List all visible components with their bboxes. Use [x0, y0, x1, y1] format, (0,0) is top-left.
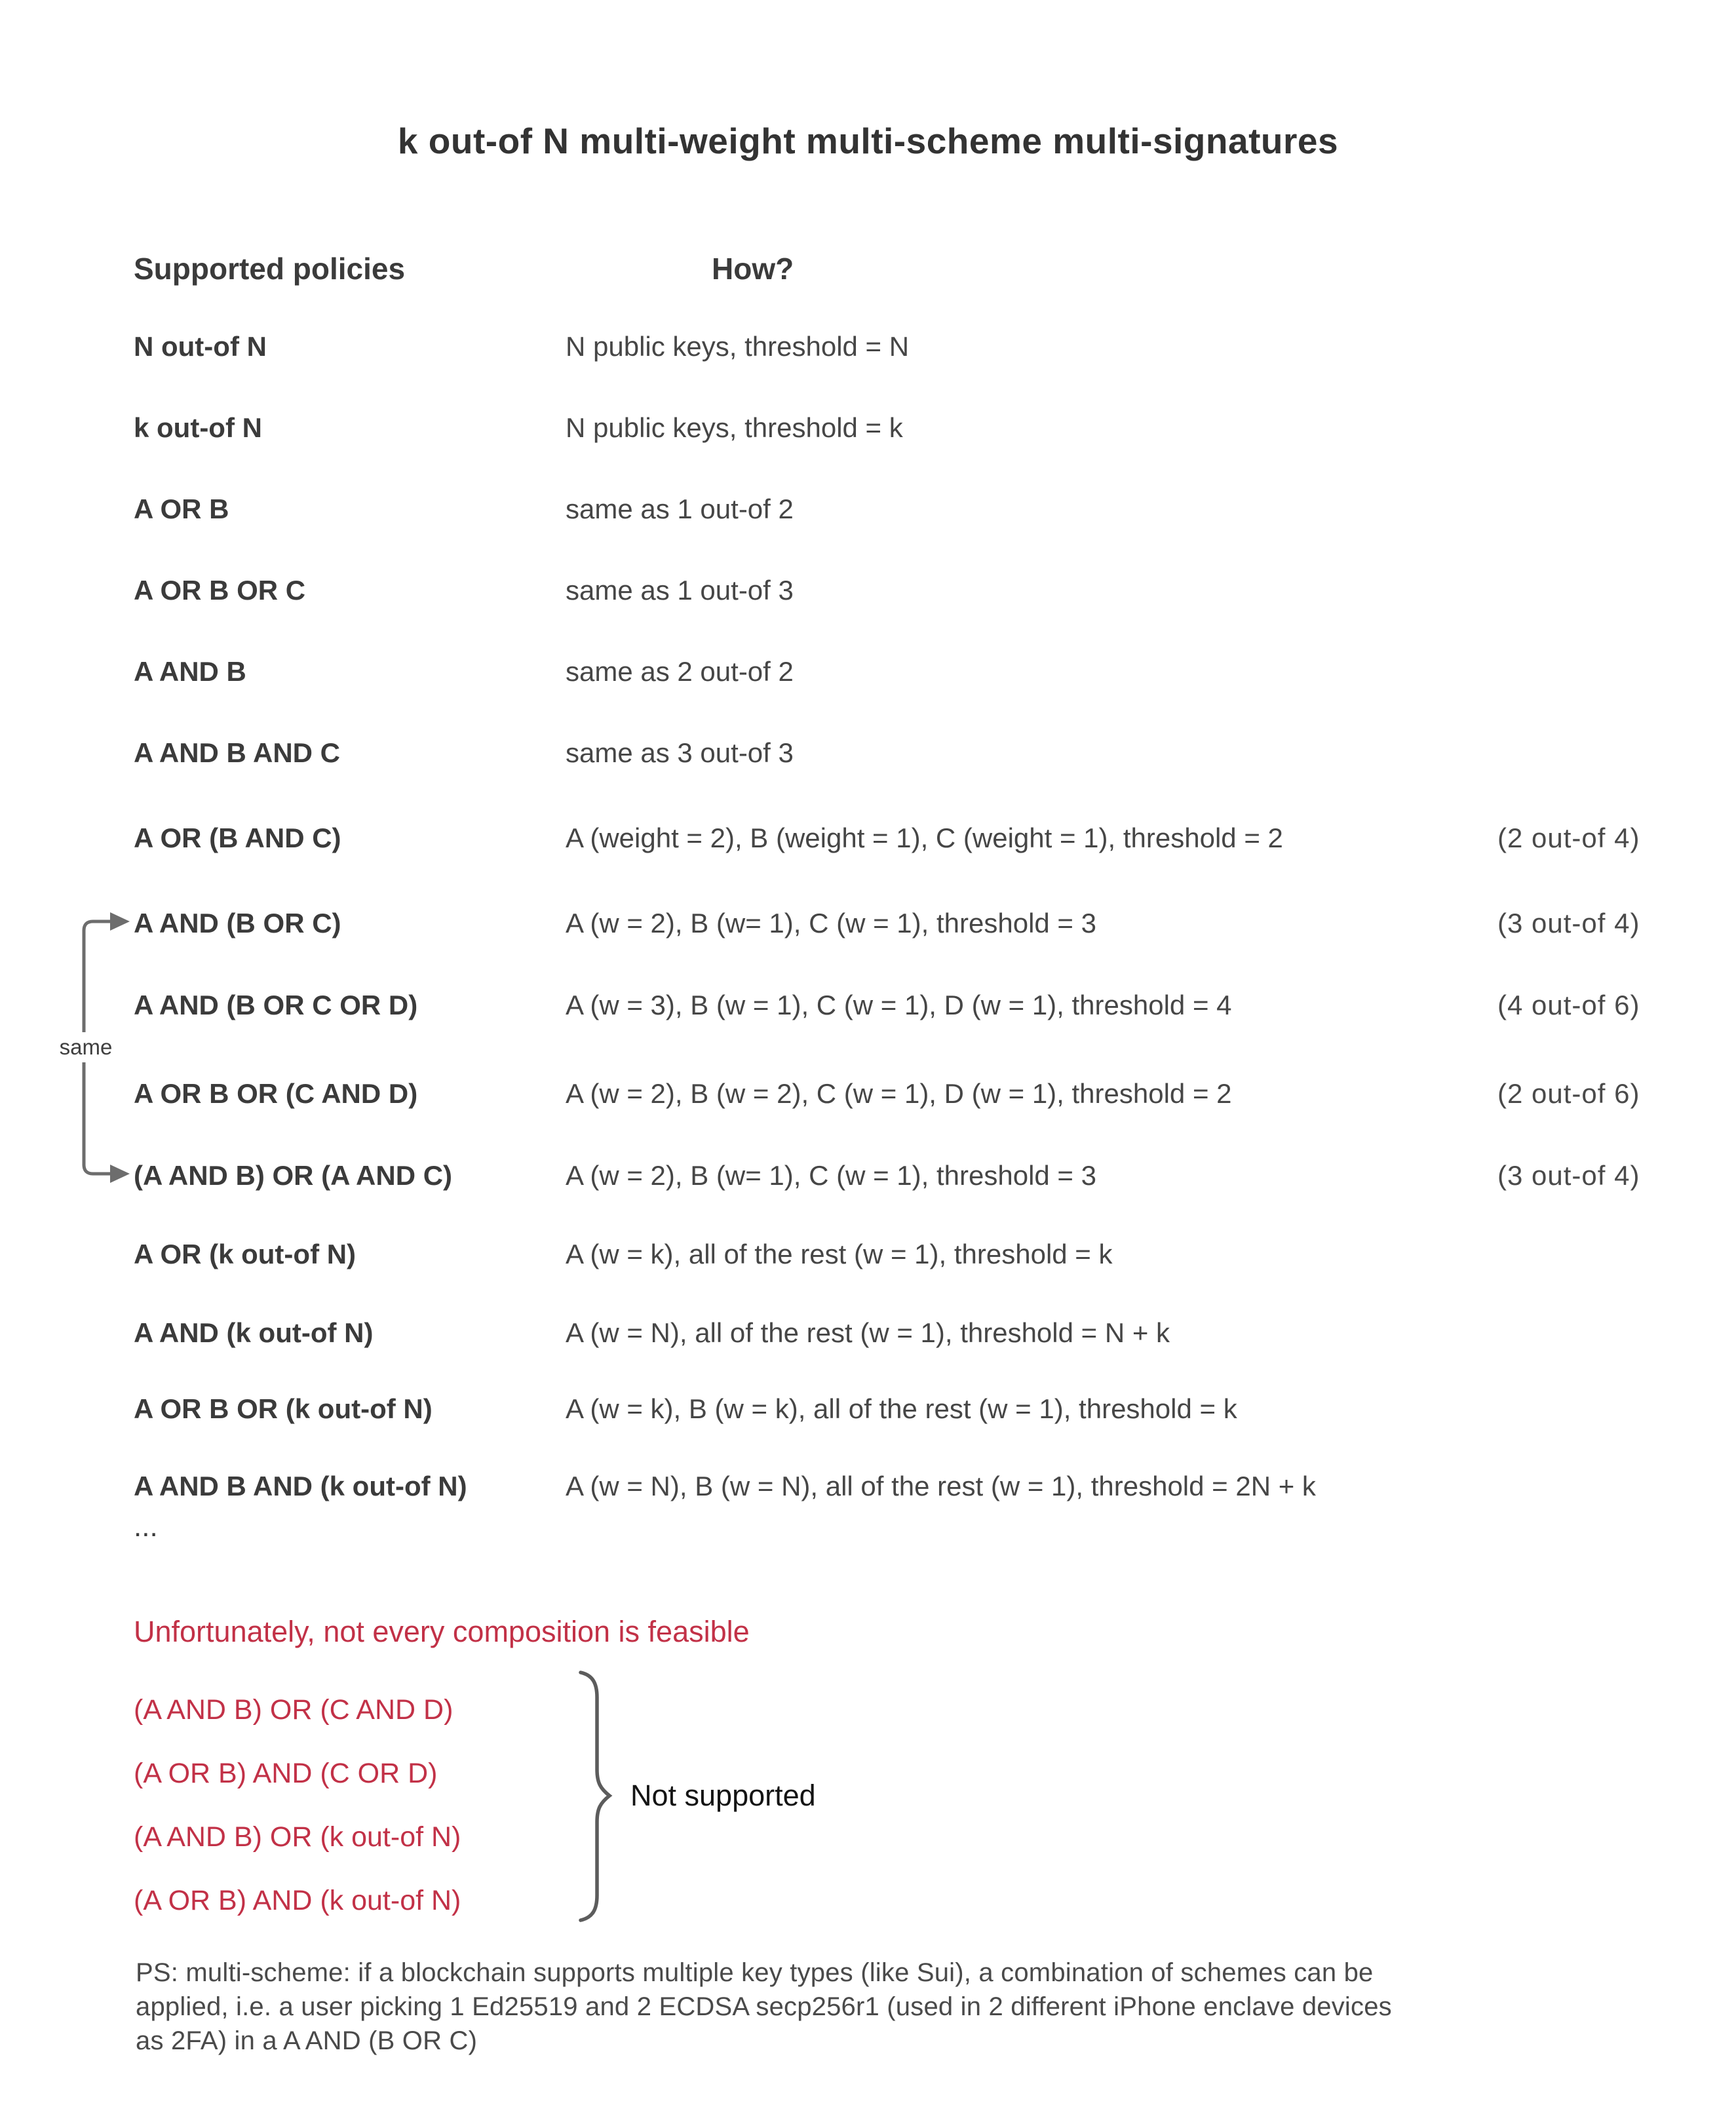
policy-label: A AND (k out-of N)	[134, 1317, 374, 1348]
policy-label: (A AND B) OR (A AND C)	[134, 1160, 453, 1191]
how-text: same as 3 out-of 3	[566, 737, 794, 768]
ps-note-line: applied, i.e. a user picking 1 Ed25519 and 2 ECDSA secp256r1 (used in 2 different iPhone enclave devices	[136, 1992, 1392, 2021]
policy-label: A AND (B OR C OR D)	[134, 990, 418, 1020]
not-feasible-item: (A OR B) AND (C OR D)	[134, 1758, 438, 1789]
how-text: A (weight = 2), B (weight = 1), C (weight = 1), threshold = 2	[566, 822, 1283, 853]
policy-label: A OR (k out-of N)	[134, 1239, 357, 1269]
not-feasible-item: (A AND B) OR (C AND D)	[134, 1694, 453, 1726]
policy-label: A AND B AND (k out-of N)	[134, 1471, 467, 1501]
how-text: A (w = N), all of the rest (w = 1), threshold = N + k	[566, 1317, 1170, 1348]
policy-label: k out-of N	[134, 412, 262, 443]
ellipsis-row: ...	[134, 1511, 158, 1543]
outof-note: (3 out-of 4)	[1497, 908, 1640, 938]
not-feasible-item: (A AND B) OR (k out-of N)	[134, 1821, 461, 1853]
curly-brace-icon	[581, 1672, 609, 1920]
how-text: same as 1 out-of 3	[566, 575, 794, 606]
policy-label: A OR B	[134, 493, 229, 524]
policy-label: A AND (B OR C)	[134, 908, 341, 938]
how-text: A (w = 2), B (w = 2), C (w = 1), D (w = 1), threshold = 2	[566, 1078, 1232, 1109]
outof-note: (4 out-of 6)	[1497, 990, 1640, 1020]
column-header-policies: Supported policies	[134, 252, 406, 286]
outof-note: (3 out-of 4)	[1497, 1160, 1640, 1191]
not-feasible-item: (A OR B) AND (k out-of N)	[134, 1885, 461, 1916]
how-text: same as 1 out-of 2	[566, 493, 794, 524]
not-supported-label: Not supported	[630, 1779, 816, 1812]
ps-note-line: as 2FA) in a A AND (B OR C)	[136, 2026, 478, 2055]
policy-label: A OR B OR (C AND D)	[134, 1078, 418, 1109]
outof-note: (2 out-of 6)	[1497, 1078, 1640, 1109]
how-text: A (w = k), B (w = k), all of the rest (w = 1), threshold = k	[566, 1393, 1237, 1424]
policy-label: A AND B AND C	[134, 737, 340, 768]
policy-label: A OR B OR (k out-of N)	[134, 1393, 433, 1424]
page-title: k out-of N multi-weight multi-scheme multi-signatures	[397, 121, 1339, 161]
policy-label: A OR (B AND C)	[134, 822, 341, 853]
ps-note-line: PS: multi-scheme: if a blockchain supports multiple key types (like Sui), a combination of schemes can be	[136, 1958, 1374, 1987]
how-text: N public keys, threshold = k	[566, 412, 903, 443]
how-text: A (w = k), all of the rest (w = 1), threshold = k	[566, 1239, 1113, 1269]
outof-note: (2 out-of 4)	[1497, 822, 1640, 853]
column-header-how: How?	[712, 252, 794, 286]
how-text: A (w = 2), B (w= 1), C (w = 1), threshold = 3	[566, 1160, 1096, 1191]
arrow-right-icon	[110, 912, 130, 931]
arrow-right-icon	[110, 1165, 130, 1183]
policy-label: N out-of N	[134, 331, 267, 362]
not-feasible-heading: Unfortunately, not every composition is feasible	[134, 1615, 750, 1648]
how-text: A (w = 3), B (w = 1), C (w = 1), D (w = 1), threshold = 4	[566, 990, 1232, 1020]
how-text: A (w = 2), B (w= 1), C (w = 1), threshold = 3	[566, 908, 1096, 938]
policy-label: A AND B	[134, 656, 246, 687]
policy-label: A OR B OR C	[134, 575, 306, 606]
how-text: N public keys, threshold = N	[566, 331, 910, 362]
same-bracket-label: same	[56, 1032, 117, 1062]
how-text: A (w = N), B (w = N), all of the rest (w = 1), threshold = 2N + k	[566, 1471, 1316, 1501]
how-text: same as 2 out-of 2	[566, 656, 794, 687]
